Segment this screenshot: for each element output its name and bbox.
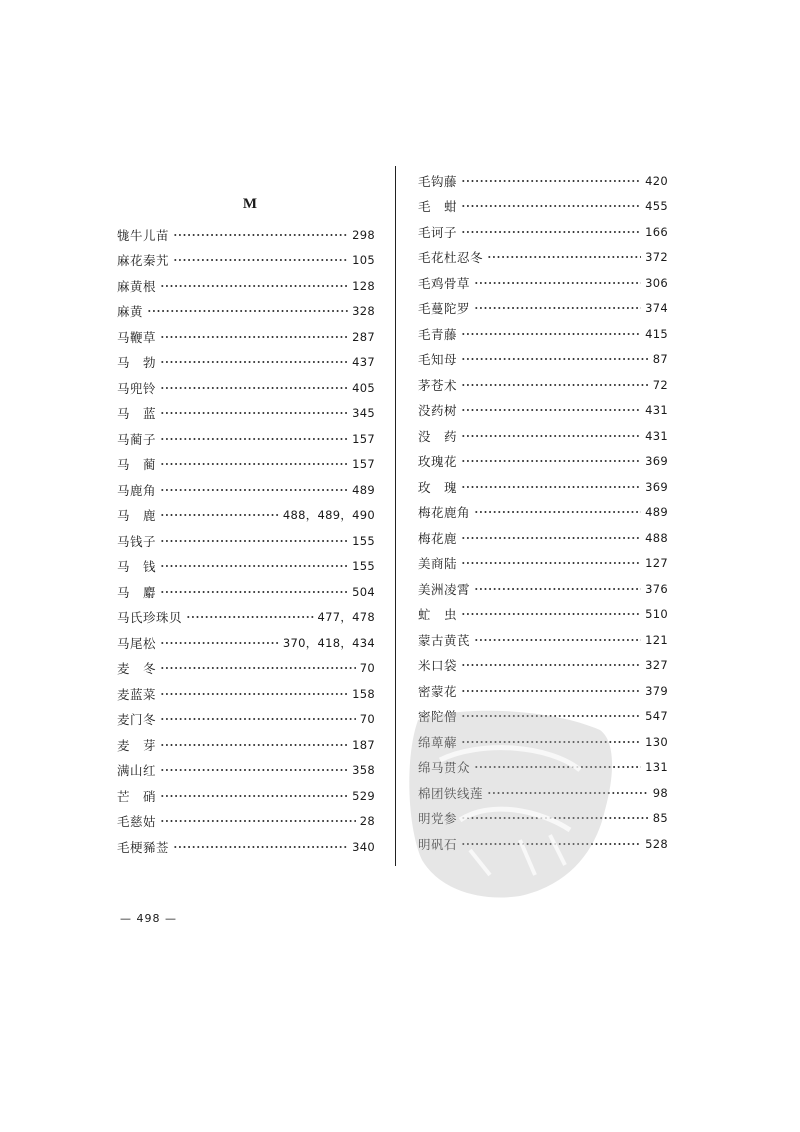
dot-leader: [461, 383, 649, 387]
index-entry: [117, 605, 375, 631]
entry-page-number: 370，418，434: [282, 635, 375, 650]
dot-leader: [160, 692, 348, 696]
dot-leader: [461, 204, 641, 208]
entry-name: 马钱子: [117, 533, 157, 549]
dot-leader: [160, 743, 348, 747]
entry-name: 毛慈姑: [117, 814, 157, 830]
dot-leader: [160, 513, 279, 517]
entry-page-number: 379: [645, 683, 668, 698]
dot-leader: [160, 819, 356, 823]
entry-page-number: 130: [645, 734, 668, 749]
index-entry: [418, 602, 668, 628]
entry-page-number: 431: [645, 428, 668, 443]
entry-page-number: 431: [645, 403, 668, 418]
entry-name: 蒙古黄芪: [418, 632, 471, 648]
index-entry: [117, 324, 375, 350]
entry-name: 没药树: [418, 403, 458, 419]
entry-page-number: 345: [352, 406, 375, 421]
dot-leader: [461, 459, 641, 463]
entry-page-number: 369: [645, 479, 668, 494]
index-entry: [117, 452, 375, 478]
dot-leader: [474, 587, 641, 591]
dot-leader: [461, 434, 641, 438]
index-entry: [117, 758, 375, 784]
dot-leader: [461, 536, 641, 540]
index-entry: [418, 168, 668, 194]
dot-leader: [461, 179, 641, 183]
entry-page-number: 306: [645, 275, 668, 290]
index-entry: [117, 477, 375, 503]
index-entry: [117, 248, 375, 274]
entry-name: 虻 虫: [418, 607, 458, 623]
entry-name: 米口袋: [418, 658, 458, 674]
entry-name: 满山红: [117, 763, 157, 779]
index-entry: [117, 681, 375, 707]
index-entry: [418, 576, 668, 602]
index-entry: [418, 296, 668, 322]
entry-page-number: 376: [645, 581, 668, 596]
entry-page-number: 72: [652, 377, 668, 392]
dot-leader: [160, 641, 279, 645]
index-entry: [117, 579, 375, 605]
index-entry: [117, 732, 375, 758]
entry-name: 美洲凌霄: [418, 581, 471, 597]
entry-name: 马 蓝: [117, 406, 157, 422]
entry-name: 毛诃子: [418, 224, 458, 240]
entry-page-number: 287: [352, 329, 375, 344]
entry-page-number: 510: [645, 607, 668, 622]
left-index-column: [117, 222, 375, 860]
entry-name: 茅苍术: [418, 377, 458, 393]
watermark-stamp: [400, 700, 620, 900]
entry-page-number: 87: [652, 352, 668, 367]
index-entry: [117, 273, 375, 299]
entry-name: 美商陆: [418, 556, 458, 572]
dot-leader: [160, 768, 348, 772]
index-entry: [418, 423, 668, 449]
dot-leader: [461, 485, 641, 489]
index-entry: [418, 270, 668, 296]
dot-leader: [173, 258, 348, 262]
index-entry: [117, 222, 375, 248]
dot-leader: [461, 230, 641, 234]
entry-page-number: 528: [645, 836, 668, 851]
dot-leader: [173, 845, 348, 849]
entry-page-number: 529: [352, 788, 375, 803]
dot-leader: [461, 612, 641, 616]
dot-leader: [474, 638, 641, 642]
index-entry: [418, 372, 668, 398]
index-entry: [418, 347, 668, 373]
dot-leader: [160, 590, 348, 594]
column-divider: [395, 166, 396, 866]
entry-name: 马尾松: [117, 635, 157, 651]
dot-leader: [160, 360, 348, 364]
entry-page-number: 70: [359, 712, 375, 727]
index-entry: [418, 245, 668, 271]
index-entry: [117, 707, 375, 733]
entry-name: 玫瑰花: [418, 454, 458, 470]
entry-name: 马 蔺: [117, 457, 157, 473]
entry-name: 没 药: [418, 428, 458, 444]
index-entry: [117, 656, 375, 682]
index-entry: [418, 321, 668, 347]
entry-page-number: 504: [352, 584, 375, 599]
entry-page-number: 187: [352, 737, 375, 752]
index-entry: [117, 630, 375, 656]
dot-leader: [147, 309, 348, 313]
entry-name: 明矾石: [418, 836, 458, 852]
entry-name: 麦门冬: [117, 712, 157, 728]
entry-name: 马 麝: [117, 584, 157, 600]
entry-name: 明党参: [418, 811, 458, 827]
entry-page-number: 340: [352, 839, 375, 854]
entry-name: 麻黄根: [117, 278, 157, 294]
dot-leader: [160, 462, 348, 466]
entry-page-number: 405: [352, 380, 375, 395]
entry-page-number: 298: [352, 227, 375, 242]
index-entry: [117, 350, 375, 376]
dot-leader: [474, 281, 641, 285]
entry-name: 密蒙花: [418, 683, 458, 699]
entry-name: 梅花鹿: [418, 530, 458, 546]
page-number-footer: — 498 —: [120, 912, 177, 925]
entry-name: 马鞭草: [117, 329, 157, 345]
entry-name: 马 鹿: [117, 508, 157, 524]
index-entry: [418, 398, 668, 424]
index-entry: [418, 449, 668, 475]
entry-page-number: 127: [645, 556, 668, 571]
entry-name: 密陀僧: [418, 709, 458, 725]
dot-leader: [474, 306, 641, 310]
dot-leader: [160, 564, 348, 568]
entry-name: 芒 硝: [117, 788, 157, 804]
dot-leader: [461, 689, 641, 693]
dot-leader: [461, 332, 641, 336]
entry-name: 麻花秦艽: [117, 253, 170, 269]
entry-page-number: 131: [645, 760, 668, 775]
dot-leader: [160, 411, 348, 415]
entry-page-number: 547: [645, 709, 668, 724]
entry-page-number: 166: [645, 224, 668, 239]
dot-leader: [474, 510, 641, 514]
entry-name: 绵萆薢: [418, 734, 458, 750]
entry-page-number: 157: [352, 431, 375, 446]
dot-leader: [461, 357, 649, 361]
entry-name: 毛鸡骨草: [418, 275, 471, 291]
entry-page-number: 489: [645, 505, 668, 520]
dot-leader: [186, 615, 313, 619]
dot-leader: [160, 437, 348, 441]
entry-page-number: 121: [645, 632, 668, 647]
entry-name: 玫 瑰: [418, 479, 458, 495]
index-entry: [117, 375, 375, 401]
entry-page-number: 488，489，490: [282, 508, 375, 523]
index-entry: [418, 525, 668, 551]
entry-page-number: 489: [352, 482, 375, 497]
entry-name: 毛 蚶: [418, 199, 458, 215]
index-entry: [117, 426, 375, 452]
entry-name: 毛蔓陀罗: [418, 301, 471, 317]
entry-page-number: 155: [352, 559, 375, 574]
index-entry: [117, 783, 375, 809]
index-entry: [117, 554, 375, 580]
entry-name: 麻黄: [117, 304, 144, 320]
index-entry: [418, 500, 668, 526]
entry-page-number: 327: [645, 658, 668, 673]
entry-page-number: 128: [352, 278, 375, 293]
dot-leader: [461, 663, 641, 667]
entry-name: 马鹿角: [117, 482, 157, 498]
index-entry: [117, 528, 375, 554]
index-entry: [117, 809, 375, 835]
dot-leader: [160, 335, 348, 339]
entry-page-number: 98: [652, 785, 668, 800]
entry-name: 毛青藤: [418, 326, 458, 342]
entry-page-number: 374: [645, 301, 668, 316]
entry-page-number: 369: [645, 454, 668, 469]
dot-leader: [173, 233, 348, 237]
dot-leader: [160, 284, 348, 288]
dot-leader: [461, 408, 641, 412]
index-entry: [117, 834, 375, 860]
dot-leader: [160, 386, 348, 390]
entry-name: 马 勃: [117, 355, 157, 371]
entry-page-number: 477，478: [317, 610, 375, 625]
entry-name: 麦 冬: [117, 661, 157, 677]
dot-leader: [160, 539, 348, 543]
index-entry: [418, 627, 668, 653]
entry-page-number: 70: [359, 661, 375, 676]
entry-page-number: 157: [352, 457, 375, 472]
index-entry: [117, 401, 375, 427]
index-entry: [418, 551, 668, 577]
entry-page-number: 488: [645, 530, 668, 545]
entry-page-number: 358: [352, 763, 375, 778]
entry-page-number: 105: [352, 253, 375, 268]
entry-name: 麦蓝菜: [117, 686, 157, 702]
entry-name: 马蔺子: [117, 431, 157, 447]
entry-name: 毛花杜忍冬: [418, 250, 484, 266]
index-entry: [418, 474, 668, 500]
entry-name: 马氏珍珠贝: [117, 610, 183, 626]
entry-name: 麦 芽: [117, 737, 157, 753]
entry-page-number: 372: [645, 250, 668, 265]
entry-name: 毛知母: [418, 352, 458, 368]
entry-page-number: 420: [645, 173, 668, 188]
dot-leader: [160, 488, 348, 492]
index-entry: [418, 219, 668, 245]
entry-name: 马 钱: [117, 559, 157, 575]
dot-leader: [160, 666, 356, 670]
entry-page-number: 85: [652, 811, 668, 826]
entry-name: 绵马贯众: [418, 760, 471, 776]
entry-page-number: 155: [352, 533, 375, 548]
entry-name: 棉团铁线莲: [418, 785, 484, 801]
section-letter-heading: M: [242, 196, 258, 212]
entry-page-number: 328: [352, 304, 375, 319]
index-entry: [418, 194, 668, 220]
index-entry: [418, 653, 668, 679]
dot-leader: [461, 561, 641, 565]
entry-page-number: 28: [359, 814, 375, 829]
entry-name: 梅花鹿角: [418, 505, 471, 521]
entry-name: 牻牛儿苗: [117, 227, 170, 243]
entry-page-number: 455: [645, 199, 668, 214]
dot-leader: [487, 255, 641, 259]
entry-name: 毛梗豨莶: [117, 839, 170, 855]
entry-name: 马兜铃: [117, 380, 157, 396]
entry-page-number: 437: [352, 355, 375, 370]
dot-leader: [160, 717, 356, 721]
entry-name: 毛钩藤: [418, 173, 458, 189]
entry-page-number: 415: [645, 326, 668, 341]
entry-page-number: 158: [352, 686, 375, 701]
index-entry: [117, 503, 375, 529]
dot-leader: [160, 794, 348, 798]
index-entry: [117, 299, 375, 325]
